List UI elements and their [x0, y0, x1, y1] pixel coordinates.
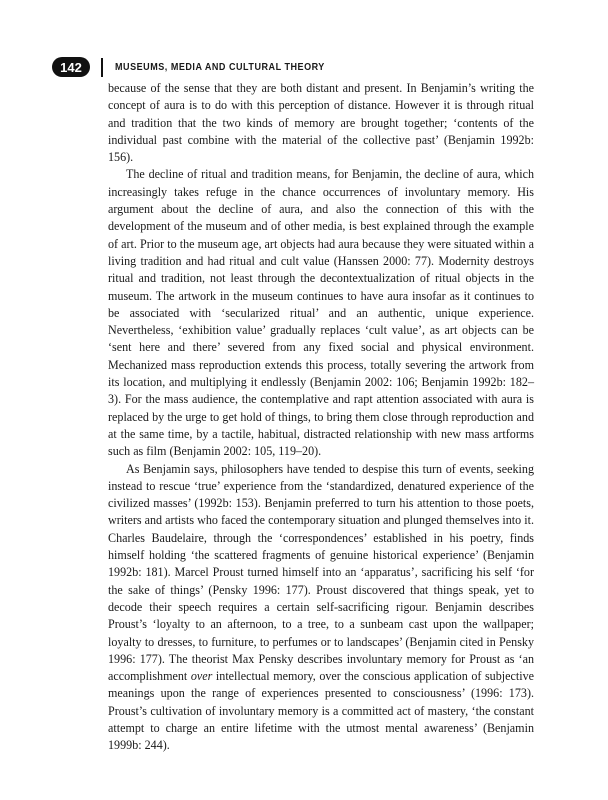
running-header	[52, 55, 359, 79]
paragraph-1-text: because of the sense that they are both distant and present. In Benjamin’s writing the concept of aura is to do with this perception of distance. However it is through ritual and tradition that the two kinds of memory are brought together; ‘contents of the individual past combine with the material of the collective past’ (Benjamin 1992b: 156).	[108, 81, 534, 165]
paragraph-1	[108, 80, 534, 166]
paragraph-3-text-start: As Benjamin says, philosophers have tended to despise this turn of events, seeking instead to rescue ‘true’ experience from the ‘standardized, denatured experience of the civilized masses’ (1992b: 153). Benjamin preferred to turn his attention to those poets, writers and artists who faced the contemporary situation and plunged themselves into it. Charles Baudelaire, through the ‘correspondences’ established in his poetry, finds himself holding ‘the scattered fragments of genuine historical experience’ (Benjamin 1992b: 181). Marcel Proust turned himself into an ‘apparatus’, sacrificing his self ‘for the sake of things’ (Pensky 1996: 177). Proust discovered that things speak, yet to decode their speech requires a certain self-sacrificing rigour. Benjamin describes Proust’s ‘loyalty to an afternoon, to a tree, to a sunbeam cast upon the wallpaper; loyalty to dresses, to furniture, to perfumes or to landscapes’ (Benjamin cited in Pensky 1996: 177). The theorist Max Pensky describes involuntary memory for Proust as ‘an accomplishment	[108, 461, 534, 684]
paragraph-2-text: The decline of ritual and tradition means, for Benjamin, the decline of aura, which increasingly takes refuge in the chance occurrences of involuntary memory. His argument about the decline of aura, and also the connection of this with the development of the museum and of other media, is best explained through the example of art. Prior to the museum age, art objects had aura because they were situated within a living tradition and had ritual and cult value (Hanssen 2000: 77). Modernity destroys ritual and tradition, not least through the decontextualization of ritual objects in the museum. The artwork in the museum continues to have aura insofar as it continues to be associated with ‘secularized ritual’ and an authentic, unique experience. Nevertheless, ‘exhibition value’ gradually replaces ‘cult value’, as art objects can be ‘sent here and there’ severed from any fixed social and physical environment. Mechanized mass reproduction extends this process, totally severing the artwork from its location, and multiplying it endlessly (Benjamin 2002: 106; Benjamin 1992b: 182–3). For the mass audience, the contemplative and rapt attention associated with aura is replaced by the urge to get hold of things, to bring them close through reproduction and at the same time, by a tactile, habitual, distracted relationship with new mass artforms such as film (Benjamin 2002: 105, 119–20).	[108, 167, 534, 459]
paragraph-2	[108, 166, 534, 460]
paragraph-3-emphasis: over	[190, 669, 213, 684]
paragraph-3	[108, 461, 534, 755]
page-number-badge: 142	[52, 57, 90, 77]
body-text	[108, 80, 534, 755]
running-title: MUSEUMS, MEDIA AND CULTURAL THEORY	[115, 61, 325, 73]
header-divider	[101, 58, 103, 77]
paragraph-3-text-end: intellectual memory, over the conscious application of subjective meanings upon the range of experiences presented to consciousness’ (1996: 173). Proust’s cultivation of involuntary memory is a committed act of mastery, ‘the constant attempt to charge an entire lifetime with the utmost mental awareness’ (Benjamin 1999b: 244).	[108, 669, 534, 753]
